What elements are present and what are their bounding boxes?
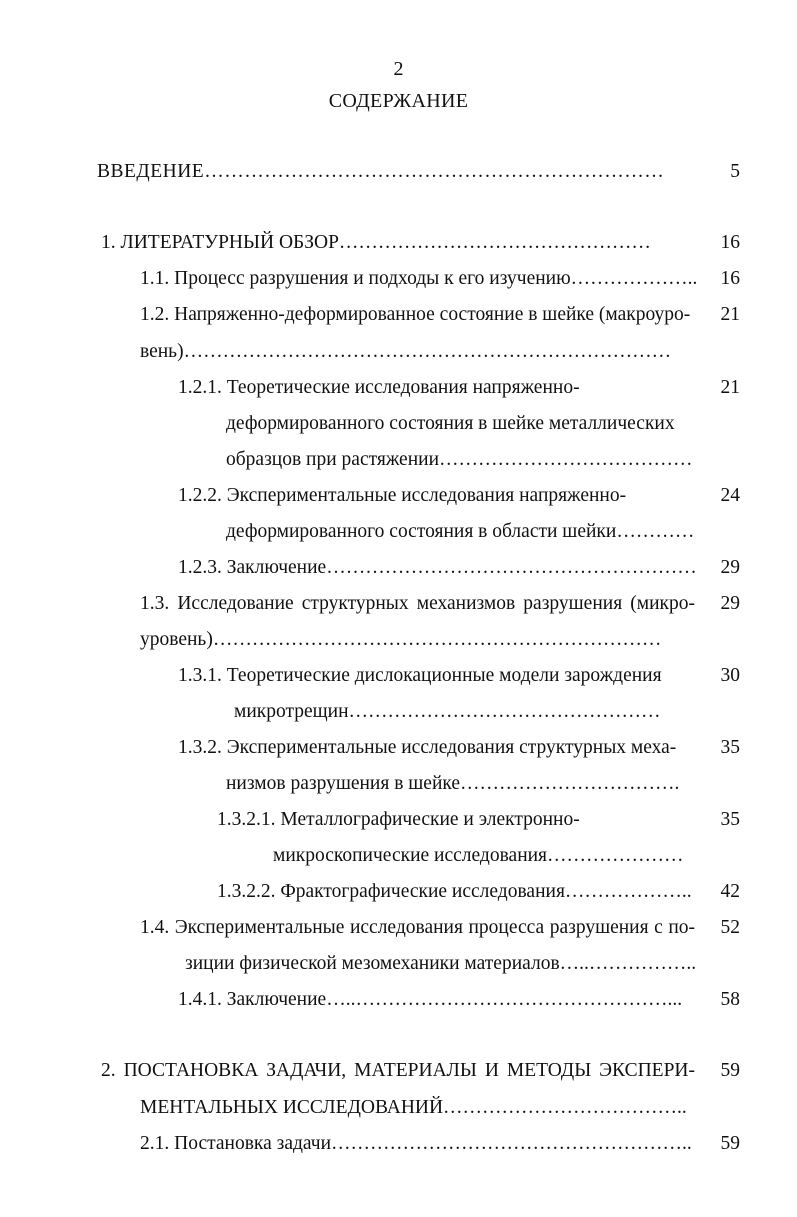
toc-line: 1.2.1. Теоретические исследования напряженно- <box>178 377 580 398</box>
toc-line: низмов разрушения в шейке……………………………. <box>226 773 680 794</box>
toc-line: 1.2.2. Экспериментальные исследования напряженно- <box>178 485 627 506</box>
toc-page-number: 58 <box>720 989 740 1010</box>
toc-line: МЕНТАЛЬНЫХ ИССЛЕДОВАНИЙ……………………………….. <box>140 1097 687 1118</box>
page-title: СОДЕРЖАНИЕ <box>328 90 469 112</box>
toc-line: 1.3. Исследование структурных механизмов разрушения (микро- <box>140 593 695 614</box>
toc-line: 1.2.3. Заключение………………………………………………… <box>178 557 697 578</box>
toc-page-number: 35 <box>720 809 740 830</box>
toc-line: микроскопические исследования………………… <box>273 845 684 866</box>
toc-page-number: 35 <box>720 737 740 758</box>
toc-line: 1.4. Экспериментальные исследования процесса разрушения с по- <box>140 917 695 938</box>
toc-page-number: 29 <box>720 593 740 614</box>
toc-line: вень)………………………………………………………………… <box>140 341 672 362</box>
toc-line: 1.1. Процесс разрушения и подходы к его изучению……………….. <box>140 268 698 289</box>
toc-page-number: 24 <box>720 485 740 506</box>
toc-page-number: 16 <box>720 232 740 253</box>
toc-line: 2. ПОСТАНОВКА ЗАДАЧИ, МАТЕРИАЛЫ И МЕТОДЫ ЭКСПЕРИ- <box>101 1060 695 1081</box>
toc-line: 1.3.1. Теоретические дислокационные модели зарождения <box>178 665 662 686</box>
toc-line: 1.2. Напряженно-деформированное состояние в шейке (макроуро- <box>140 304 691 325</box>
toc-line: 1.3.2.2. Фрактографические исследования……………….. <box>217 881 692 902</box>
toc-line: деформированного состояния в области шейки………… <box>226 521 695 542</box>
toc-page-number: 42 <box>720 881 740 902</box>
toc-page-number: 21 <box>720 377 740 398</box>
toc-line: уровень)…………………………………………………………… <box>140 629 662 650</box>
toc-line: 1.3.2. Экспериментальные исследования структурных меха- <box>178 737 677 758</box>
toc-page-number: 59 <box>720 1060 740 1081</box>
toc-page-number: 5 <box>730 161 740 182</box>
toc-line: 1.4.1. Заключение…..…………………………………………... <box>178 989 683 1010</box>
toc-page-number: 52 <box>720 917 740 938</box>
toc-line: 1.3.2.1. Металлографические и электронно- <box>217 809 580 830</box>
toc-page-number: 16 <box>720 268 740 289</box>
toc-line: образцов при растяжении………………………………… <box>226 449 693 470</box>
toc-page-number: 21 <box>720 304 740 325</box>
page-number: 2 <box>393 58 404 80</box>
toc-line: 1. ЛИТЕРАТУРНЫЙ ОБЗОР………………………………………… <box>101 232 651 253</box>
toc-page-number: 59 <box>720 1133 740 1154</box>
toc-page-number: 29 <box>720 557 740 578</box>
toc-line: ВВЕДЕНИЕ…………………………………………………………… <box>97 161 665 182</box>
toc-line: микротрещин………………………………………… <box>234 701 661 722</box>
toc-line: деформированного состояния в шейке металлических <box>226 413 675 434</box>
toc-page-number: 30 <box>720 665 740 686</box>
toc-line: 2.1. Постановка задачи……………………………………………….. <box>140 1133 692 1154</box>
toc-line: зиции физической мезомеханики материалов…..…………….. <box>185 953 697 974</box>
